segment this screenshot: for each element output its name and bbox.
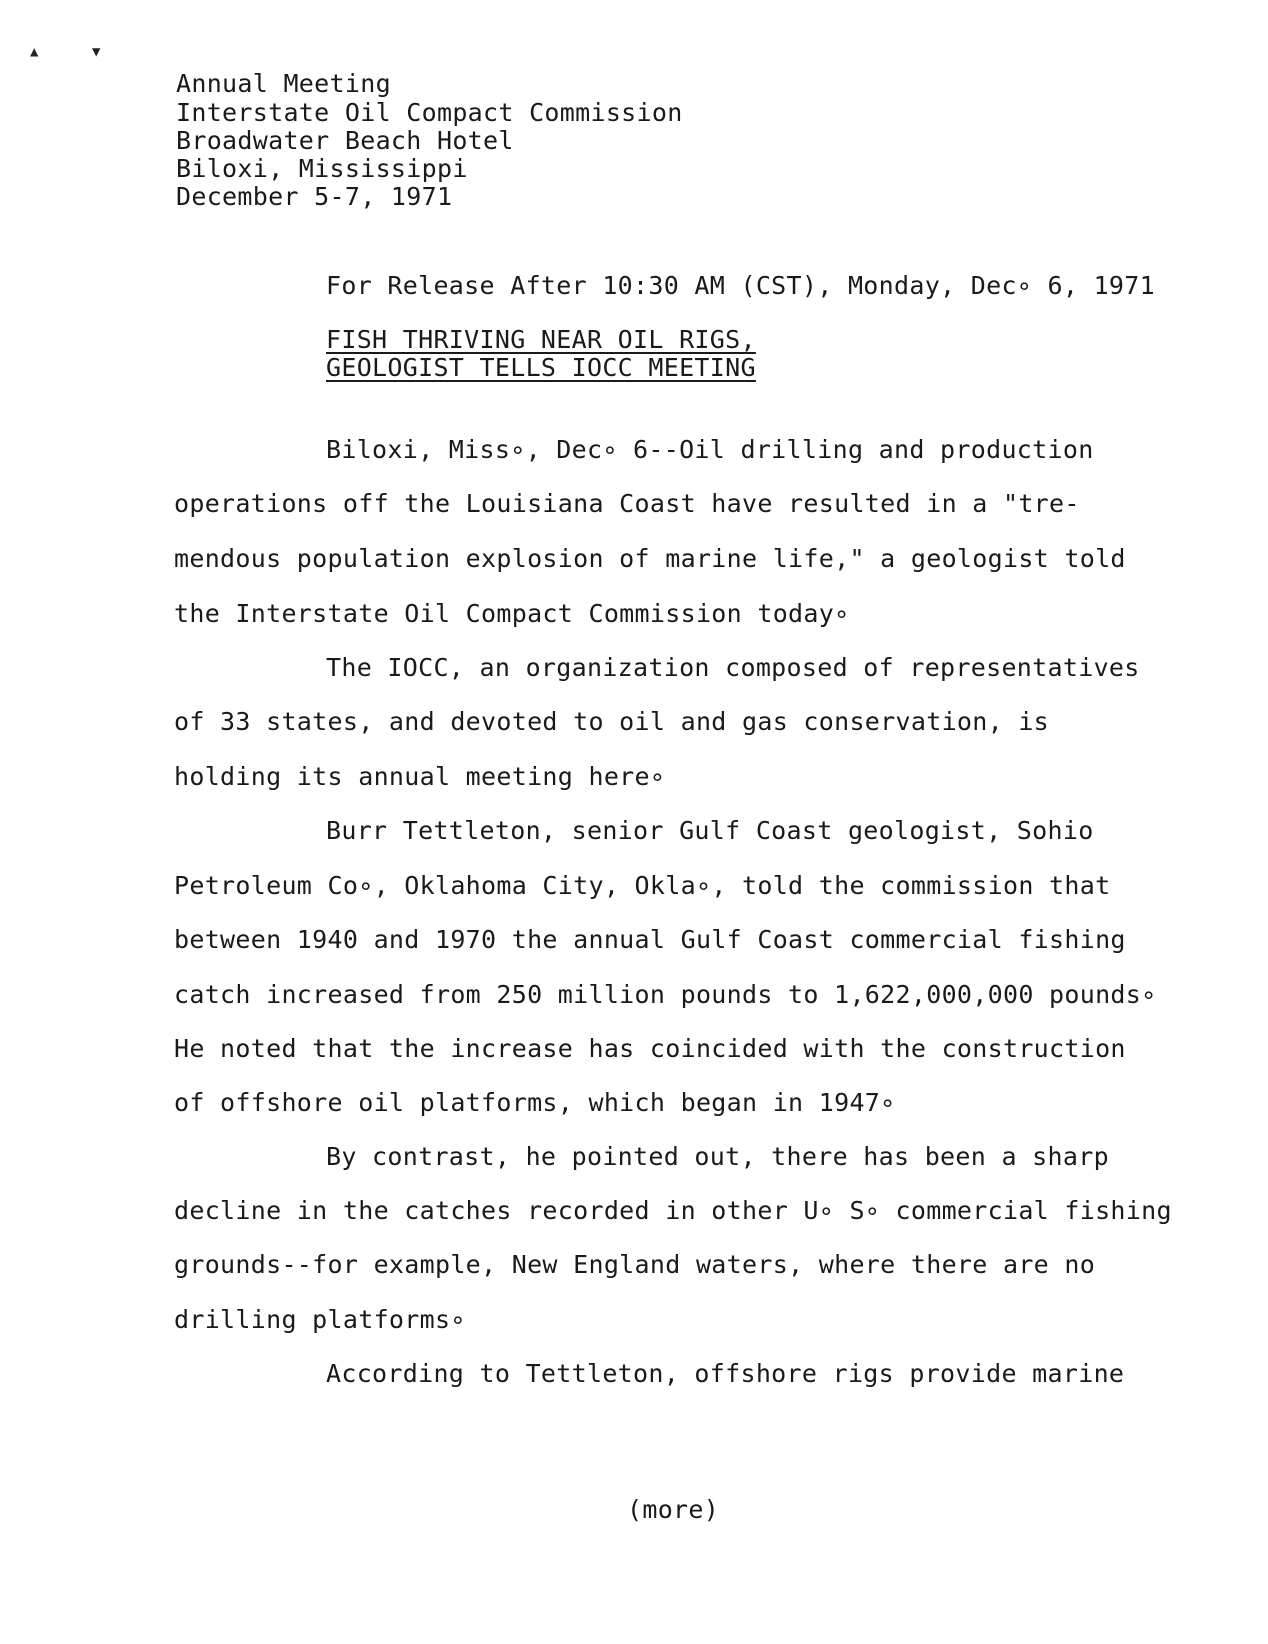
- body-line: The IOCC, an organization composed of representatives: [326, 653, 1140, 682]
- body-line: Biloxi, Miss∘, Dec∘ 6--Oil drilling and production: [326, 435, 1094, 464]
- scan-mark-icon: ▼: [92, 44, 101, 60]
- body-line: mendous population explosion of marine life," a geologist told: [174, 544, 1126, 573]
- body-line: catch increased from 250 million pounds to 1,622,000,000 pounds∘: [174, 980, 1157, 1009]
- more-continuation: (more): [627, 1495, 720, 1524]
- header-line: Broadwater Beach Hotel: [176, 126, 514, 155]
- body-line: of 33 states, and devoted to oil and gas conservation, is: [174, 707, 1050, 736]
- body-line: Burr Tettleton, senior Gulf Coast geologist, Sohio: [326, 816, 1094, 845]
- body-line: drilling platforms∘: [174, 1305, 466, 1334]
- header-line: December 5-7, 1971: [176, 182, 453, 211]
- body-line: Petroleum Co∘, Oklahoma City, Okla∘, told the commission that: [174, 871, 1111, 900]
- header-line: Biloxi, Mississippi: [176, 154, 468, 183]
- header-line: Annual Meeting: [176, 69, 391, 98]
- body-line: between 1940 and 1970 the annual Gulf Coast commercial fishing: [174, 925, 1126, 954]
- body-line: According to Tettleton, offshore rigs provide marine: [326, 1359, 1125, 1388]
- body-line: holding its annual meeting here∘: [174, 762, 666, 791]
- body-line: the Interstate Oil Compact Commission today∘: [174, 599, 850, 628]
- headline-line-2: GEOLOGIST TELLS IOCC MEETING: [326, 353, 756, 382]
- body-line: grounds--for example, New England waters, where there are no: [174, 1250, 1096, 1279]
- body-line: operations off the Louisiana Coast have resulted in a "tre-: [174, 489, 1080, 518]
- scan-mark-icon: ▲: [30, 44, 39, 60]
- body-line: By contrast, he pointed out, there has been a sharp: [326, 1142, 1109, 1171]
- release-line: For Release After 10:30 AM (CST), Monday, Dec∘ 6, 1971: [326, 271, 1155, 300]
- headline-line-1: FISH THRIVING NEAR OIL RIGS,: [326, 325, 756, 354]
- header-line: Interstate Oil Compact Commission: [176, 98, 683, 127]
- body-line: decline in the catches recorded in other U∘ S∘ commercial fishing: [174, 1196, 1172, 1225]
- body-line: He noted that the increase has coincided with the construction: [174, 1034, 1126, 1063]
- body-line: of offshore oil platforms, which began in 1947∘: [174, 1088, 896, 1117]
